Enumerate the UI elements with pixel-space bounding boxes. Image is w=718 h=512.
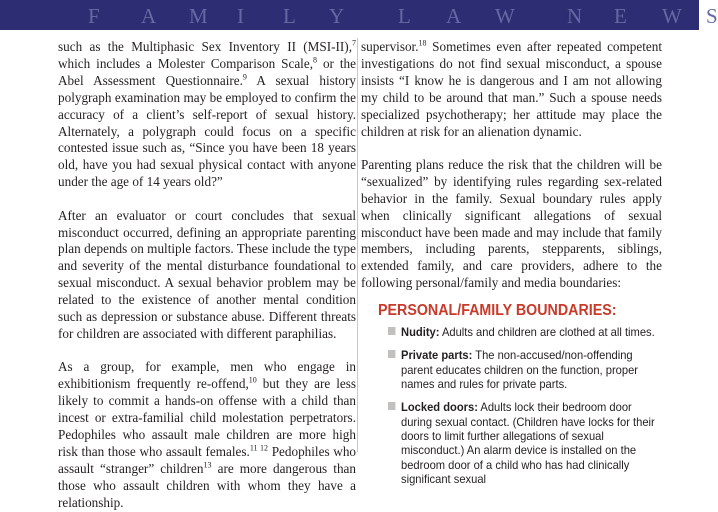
section-heading: PERSONAL/FAMILY BOUNDARIES: [378,302,617,320]
footnote-marker: 13 [203,460,212,470]
bullet-square-icon [388,402,395,410]
masthead-letter: I [237,4,244,28]
left-column [58,39,356,512]
list-item-text: Adults and children are clothed at all times. [439,325,655,340]
footnote-marker: 18 [418,38,427,48]
masthead-letter: A [141,4,157,28]
list-item [388,325,658,339]
masthead-letter: M [189,4,208,28]
masthead-letter: L [283,4,296,28]
list-item-term: Private parts: [401,348,473,363]
list-item-term: Locked doors: [401,400,478,415]
right-column [361,39,662,495]
masthead-letter: A [446,4,462,28]
footnote-marker: 10 [248,375,257,385]
masthead-letter: W [662,4,682,28]
list-item-text: Adults lock their bedroom door during sexual contact. (Children have locks for their doors to limit further allegations of sexual misconduct.) An alarm device is installed on the bedroom door of a child who has had clinically significant sexual [401,400,655,486]
footnote-marker: 9 [242,72,247,82]
body-paragraph: After an evaluator or court concludes that sexual misconduct occurred, defining an appropriate parenting plan depends on multiple factors. These include the type and severity of the mental disturbance foundational to sexual misconduct. A sexual behavior problem may be related to the existence of another mental condition such as depression or substance abuse. Different threats for children are associated with different paraphilias. [58,207,356,341]
masthead-letter: F [88,4,100,28]
body-paragraph: such as the Multiphasic Sex Inventory II (MSI-II),$^7$ which includes a Molester Comparison Scale,$^8$ or the Abel Assessment Questionnaire.$^9$ A sexual history polygraph examination may be employed to confirm the accuracy of a client’s self-report of sexual history. Alternately, a polygraph could focus on a specific contested issue such as, “Since you have been 18 years old, have you had sexual physical contact with anyone under the age of 14 years old?” [58,38,357,190]
body-paragraph: As a group, for example, men who engage in exhibitionism frequently re-offend,$^{10}$ but they are less likely to commit a hands-on offense with a child than incest or extra-familial child molestation perpetrators. Pedophiles who assault male children are more high risk than those who assault females.$^{11 12}$ Pedophiles who assault “stranger” children$^{13}$ are more dangerous than those who assault children with whom they have a relationship. [58,359,357,510]
bullet-square-icon [388,327,395,335]
body-paragraph: Parenting plans reduce the risk that the children will be “sexualized” by identifying rules regarding sex-related behavior in the family. Sexual boundary rules apply when clinically significant allegations of sexual misconduct have been made and may include that family members, including parents, stepparents, siblings, extended family, and care providers, adhere to the following personal/family and media boundaries: [361,156,662,291]
list-item [388,400,658,486]
footnote-marker: 11 12 [249,443,268,453]
footnote-marker: 7 [352,38,356,48]
footnote-marker: 8 [313,55,317,65]
masthead-letter: E [614,4,627,28]
body-paragraph: supervisor.$^{18}$ Sometimes even after repeated competent investigations do not find sexual misconduct, a spouse insists “I know he is dangerous and I am not allowing my child to be around that man.” Such a spouse needs specialized psychotherapy; her attitude may place the children at risk for an alienation dynamic. [361,38,662,139]
column-divider [357,38,358,452]
bullet-square-icon [388,350,395,358]
masthead-letter: W [495,4,515,28]
masthead-banner [0,0,718,30]
masthead-letter: N [567,4,583,28]
list-item-text: The non-accused/non-offending parent educates children on the function, proper names and rules for private parts. [401,348,639,392]
masthead-letter: L [398,4,411,28]
list-item-term: Nudity: [401,325,440,340]
boundary-list [388,325,658,486]
masthead-letter: Y [329,4,345,28]
list-item [388,348,658,391]
masthead-letter: S [706,4,718,28]
